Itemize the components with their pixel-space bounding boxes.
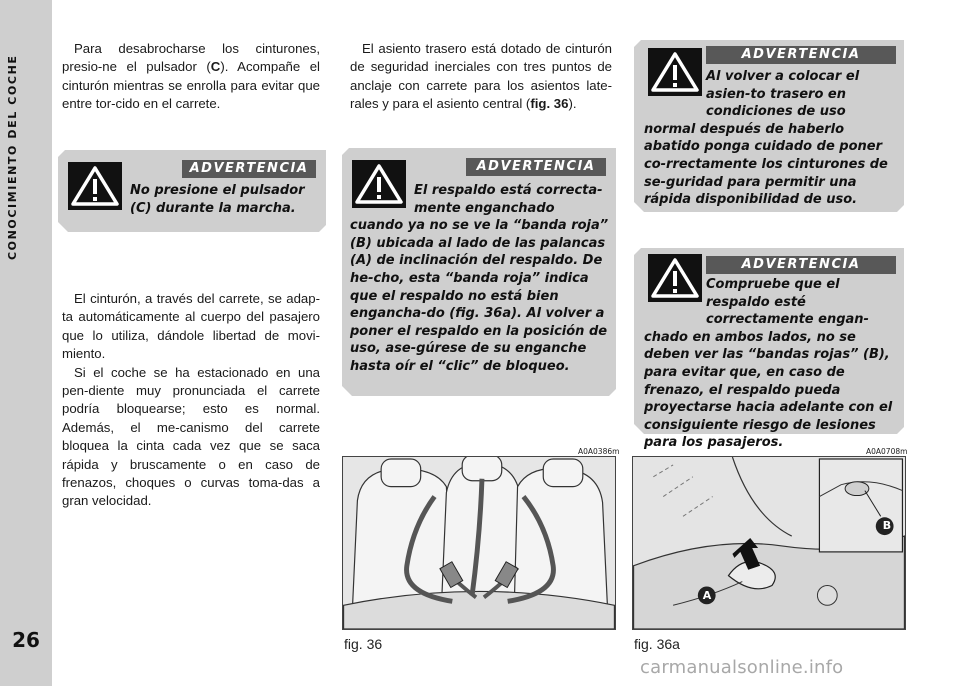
warning-text-4: Compruebe que el respaldo esté correctamente engan-chado en ambos lados, no se deben ver las “bandas rojas” (B), para evitar que, en caso de frenazo, el respaldo pueda proyectarse hacia adelante con el consiguiente riesgo de lesiones para los pasajeros. xyxy=(644,277,893,451)
col1-lower-text xyxy=(62,290,320,511)
warning-banner: ADVERTENCIA xyxy=(706,256,896,274)
col1-para3: Si el coche se ha estacionado en una pen-diente muy pronunciada el carrete podría bloquearse; esto es normal. Además, el me-canismo del carrete bloquea la cinta cada vez que se saca rápida y bruscamente o en caso de frenazos, choques o curvas toma-das a gran velocidad. xyxy=(62,364,320,509)
col2-para1-b: ). xyxy=(568,96,577,112)
col1-para1-b: ). Acompañe el cinturón mientras se enrolla para evitar que entre tor-cido en el carrete. xyxy=(62,59,320,112)
figure-code: A0A0386m xyxy=(578,447,620,456)
col2-para1-a: El asiento trasero está dotado de cinturón de seguridad inerciales con tres puntos de anclaje con carrete para los asientos late-rales y para el asiento central ( xyxy=(350,41,612,112)
col2-para1 xyxy=(350,40,612,114)
warning-box-1 xyxy=(58,150,326,232)
warning-box-3 xyxy=(634,40,904,212)
warning-box-2 xyxy=(342,148,616,396)
figure-36-illustration xyxy=(342,456,616,630)
col1-para1-a: Para desabrocharse los cinturones, presio-ne el pulsador ( xyxy=(62,41,320,75)
col1-para2: El cinturón, a través del carrete, se adap-ta automáticamente al cuerpo del pasajero que lo utiliza, dándole libertad de movi-miento. xyxy=(62,291,320,362)
fig-ref-36: fig. 36 xyxy=(530,96,569,112)
warning-banner: ADVERTENCIA xyxy=(706,46,896,64)
figure-caption: fig. 36 xyxy=(344,636,383,652)
page-number: 26 xyxy=(12,628,40,652)
button-key-c: C xyxy=(210,59,221,75)
watermark: carmanualsonline.info xyxy=(640,657,844,678)
sidebar xyxy=(0,0,52,686)
section-title: CONOCIMIENTO DEL COCHE xyxy=(6,54,19,260)
warning-banner: ADVERTENCIA xyxy=(466,158,606,176)
label-a: A xyxy=(702,589,712,602)
warning-text-2: El respaldo está correcta-mente enganchado cuando ya no se ve la “banda roja” (B) ubicada al lado de las palancas (A) de inclinación del respaldo. De he-cho, esta “banda roja” indica que el respaldo no está bien engancha-do (fig. 36a). Al volver a poner el respaldo en la posición de uso, ase-gúrese de su enganche hasta oír el “clic” de bloqueo. xyxy=(350,183,609,374)
warning-banner: ADVERTENCIA xyxy=(182,160,316,178)
figure-code: A0A0708m xyxy=(866,447,908,456)
figure-36a-illustration xyxy=(632,456,906,630)
label-b: B xyxy=(882,519,892,532)
col1-para1 xyxy=(62,40,320,114)
warning-text-3: Al volver a colocar el asien-to trasero en condiciones de uso normal después de haberlo abatido ponga cuidado de poner co-rrectamente los cinturones de se-guridad para permitir una rápida disponibilidad de uso. xyxy=(644,69,888,208)
warning-triangle-icon xyxy=(68,162,122,210)
warning-box-4 xyxy=(634,248,904,451)
warning-text-1: No presione el pulsador (C) durante la marcha. xyxy=(130,183,305,216)
figure-caption: fig. 36a xyxy=(634,636,680,652)
